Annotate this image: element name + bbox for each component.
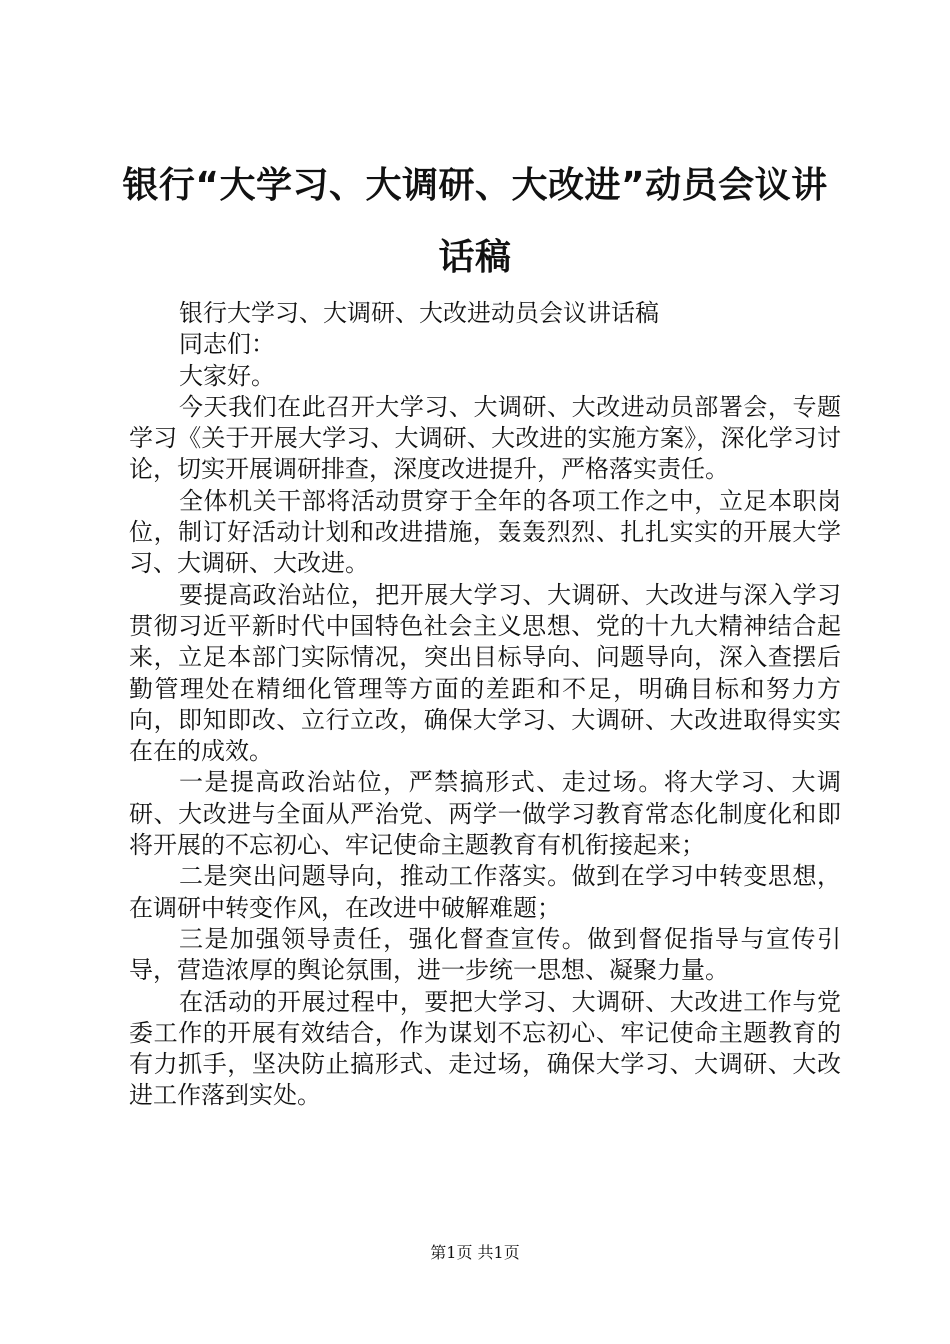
page-number-footer: 第1页 共1页	[430, 1243, 520, 1262]
paragraph: 今天我们在此召开大学习、大调研、大改进动员部署会，专题学习《关于开展大学习、大调研、大改进的实施方案》，深化学习讨论，切实开展调研排查，深度改进提升，严格落实责任。	[129, 392, 841, 484]
paragraph: 二是突出问题导向，推动工作落实。做到在学习中转变思想，在调研中转变作风，在改进中破解难题；	[129, 862, 841, 922]
document-body	[129, 298, 841, 1112]
paragraph-greeting: 大家好。	[179, 361, 275, 390]
paragraph-salutation: 同志们：	[179, 330, 275, 359]
paragraph-heading-repeat: 银行大学习、大调研、大改进动员会议讲话稿	[179, 299, 659, 327]
paragraph: 三是加强领导责任，强化督查宣传。做到督促指导与宣传引导，营造浓厚的舆论氛围，进一步统一思想、凝聚力量。	[129, 924, 841, 985]
document-title: 银行“大学习、大调研、大改进”动员会议讲话稿	[122, 165, 828, 278]
paragraph: 在活动的开展过程中，要把大学习、大调研、大改进工作与党委工作的开展有效结合，作为谋划不忘初心、牢记使命主题教育的有力抓手，坚决防止搞形式、走过场，确保大学习、大调研、大改进工作落到实处。	[129, 987, 841, 1110]
paragraph: 一是提高政治站位，严禁搞形式、走过场。将大学习、大调研、大改进与全面从严治党、两学一做学习教育常态化制度化和即将开展的不忘初心、牢记使命主题教育有机衔接起来；	[129, 768, 841, 860]
paragraph: 全体机关干部将活动贯穿于全年的各项工作之中，立足本职岗位，制订好活动计划和改进措施，轰轰烈烈、扎扎实实的开展大学习、大调研、大改进。	[129, 486, 841, 578]
paragraph: 要提高政治站位，把开展大学习、大调研、大改进与深入学习贯彻习近平新时代中国特色社会主义思想、党的十九大精神结合起来，立足本部门实际情况，突出目标导向、问题导向，深入查摆后勤管理处在精细化管理等方面的差距和不足，明确目标和努力方向，即知即改、立行立改，确保大学习、大调研、大改进取得实实在在的成效。	[129, 580, 841, 766]
